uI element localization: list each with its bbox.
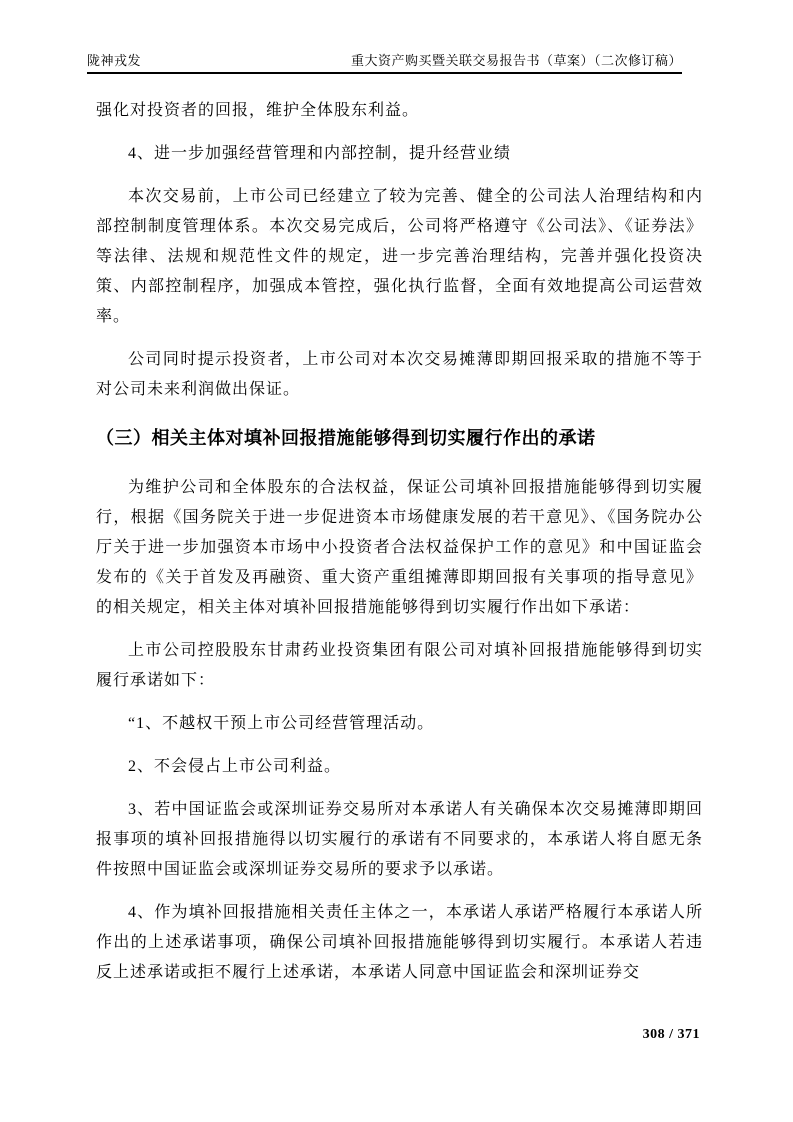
paragraph-commitment-1: “1、不越权干预上市公司经营管理活动。 bbox=[128, 715, 435, 732]
paragraph-shareholder-commitment: 上市公司控股股东甘肃药业投资集团有限公司对填补回报措施能够得到切实履行承诺如下： bbox=[96, 642, 703, 689]
paragraph-item-4-title: 4、进一步加强经营管理和内部控制，提升经营业绩 bbox=[128, 145, 512, 162]
paragraph-commitment-intro: 为维护公司和全体股东的合法权益，保证公司填补回报措施能够得到切实履行，根据《国务院关于进一步促进资本市场健康发展的若干意见》、《国务院办公厅关于进一步加强资本市场中小投资者合法权益保护工作的意见》和中国证监会发布的《关于首发及再融资、重大资产重组摊薄即期回报有关事项的指导意见》的相关规定，相关主体对填补回报措施能够得到切实履行作出如下承诺： bbox=[96, 479, 703, 616]
page-number: 308 / 371 bbox=[642, 1027, 700, 1042]
paragraph-commitment-3: 3、若中国证监会或深圳证券交易所对本承诺人有关确保本次交易摊薄即期回报事项的填补回报措施得以切实履行的承诺有不同要求的，本承诺人将自愿无条件按照中国证监会或深圳证券交易所的要求予以承诺。 bbox=[96, 801, 703, 878]
paragraph-commitment-4: 4、作为填补回报措施相关责任主体之一，本承诺人承诺严格履行本承诺人所作出的上述承诺事项，确保公司填补回报措施能够得到切实履行。本承诺人若违反上述承诺或拒不履行上述承诺，本承诺人同意中国证监会和深圳证券交 bbox=[96, 904, 703, 981]
paragraph-governance: 本次交易前，上市公司已经建立了较为完善、健全的公司法人治理结构和内部控制制度管理体系。本次交易完成后，公司将严格遵守《公司法》、《证券法》等法律、法规和规范性文件的规定，进一步完善治理结构，完善并强化投资决策、内部控制程序，加强成本管控，强化执行监督，全面有效地提高公司运营效率。 bbox=[96, 188, 703, 325]
page-footer bbox=[643, 1027, 700, 1043]
paragraph-continuation: 强化对投资者的回报，维护全体股东利益。 bbox=[96, 102, 420, 119]
paragraph-investor-notice: 公司同时提示投资者，上市公司对本次交易摊薄即期回报采取的措施不等于对公司未来利润做出保证。 bbox=[96, 351, 703, 398]
header-left-title: 陇神戎发 bbox=[87, 53, 142, 68]
header-right-title: 重大资产购买暨关联交易报告书（草案）（二次修订稿） bbox=[350, 53, 682, 68]
paragraph-commitment-2: 2、不会侵占上市公司利益。 bbox=[128, 758, 342, 775]
document-body bbox=[96, 96, 703, 1001]
page-header bbox=[87, 52, 682, 74]
section-heading: （三）相关主体对填补回报措施能够得到切实履行作出的承诺 bbox=[96, 428, 596, 448]
